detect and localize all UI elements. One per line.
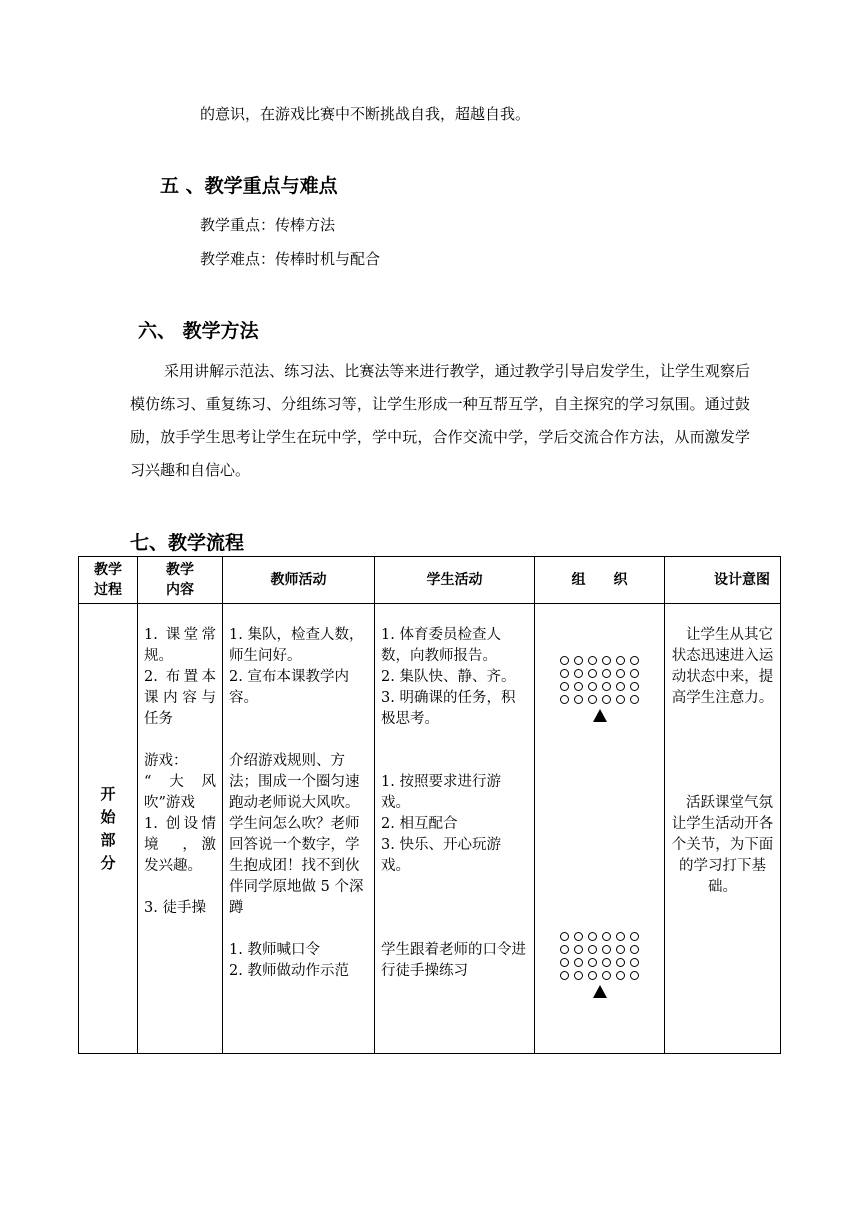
- student-circle-icon: [630, 695, 639, 704]
- student-circle-icon: [588, 971, 597, 980]
- student-circle-icon: [630, 669, 639, 678]
- student-circle-icon: [616, 695, 625, 704]
- formation-row: [535, 969, 664, 982]
- student-circle-icon: [616, 958, 625, 967]
- formation-row: [535, 956, 664, 969]
- table-row: [79, 604, 781, 1054]
- section7-heading: 七、教学流程: [130, 532, 245, 554]
- methods-paragraph: 采用讲解示范法、练习法、比赛法等来进行教学，通过教学引导启发学生，让学生观察后模仿练习、重复练习、分组练习等，让学生形成一种互帮互学，自主探究的学习氛围。通过鼓励，放手学生思考让学生在玩中学，学中玩，合作交流中学，学后交流合作方法，从而激发学习兴趣和自信心。: [130, 362, 750, 479]
- student-cell: 1. 体育委员检查人数，向教师报告。 2. 集队快、静、齐。 3. 明确课的任务，积极思考。 1. 按照要求进行游戏。 2. 相互配合 3. 快乐、开心玩游戏。 学生跟着老师的口令进行徒手操练习: [375, 604, 535, 1054]
- student-circle-icon: [616, 669, 625, 678]
- formation-row: [535, 667, 664, 680]
- teacher-cell: 1. 集队，检查人数，师生问好。 2. 宣布本课教学内容。 介绍游戏规则、方法；围成一个圈匀速跑动老师说大风吹。学生问怎么吹？老师回答说一个数字，学生抱成团！找不到伙伴同学原地做 5 个深蹲 1. 教师喊口令 2. 教师做动作示范: [223, 604, 375, 1054]
- student-circle-icon: [616, 945, 625, 954]
- student-circle-icon: [588, 958, 597, 967]
- student-circle-icon: [560, 971, 569, 980]
- student-circle-icon: [602, 669, 611, 678]
- header-student: 学生活动: [375, 557, 535, 604]
- header-intent: 设计意图: [665, 557, 781, 604]
- organization-cell: [535, 604, 665, 1054]
- student-circle-icon: [560, 932, 569, 941]
- formation-row: [535, 930, 664, 943]
- teacher-triangle-icon: [593, 985, 607, 998]
- student-circle-icon: [574, 682, 583, 691]
- student-circle-icon: [574, 971, 583, 980]
- intent-cell: 让学生从其它状态迅速进入运动状态中来，提高学生注意力。 活跃课堂气氛让学生活动开各个关节，为下面的学习打下基础。: [665, 604, 781, 1054]
- student-circle-icon: [630, 971, 639, 980]
- student-circle-icon: [574, 695, 583, 704]
- formation-diagram: [535, 654, 664, 722]
- student-circle-icon: [574, 669, 583, 678]
- formation-row: [535, 693, 664, 706]
- student-circle-icon: [560, 656, 569, 665]
- student-circle-icon: [630, 656, 639, 665]
- student-circle-icon: [588, 669, 597, 678]
- formation-row: [535, 654, 664, 667]
- formation-row: [535, 680, 664, 693]
- student-circle-icon: [602, 682, 611, 691]
- flow-table-header: [79, 557, 781, 604]
- student-circle-icon: [560, 682, 569, 691]
- student-circle-icon: [602, 971, 611, 980]
- stage-cell: 开始部分: [79, 604, 138, 1054]
- student-circle-icon: [574, 932, 583, 941]
- student-circle-icon: [560, 695, 569, 704]
- student-circle-icon: [630, 945, 639, 954]
- student-circle-icon: [588, 932, 597, 941]
- teacher-triangle-icon: [593, 709, 607, 722]
- student-circle-icon: [588, 945, 597, 954]
- student-circle-icon: [588, 695, 597, 704]
- student-circle-icon: [588, 682, 597, 691]
- header-teacher: 教师活动: [223, 557, 375, 604]
- section5-heading: 五 、教学重点与难点: [160, 175, 338, 197]
- formation-diagram: [535, 930, 664, 998]
- student-circle-icon: [616, 656, 625, 665]
- student-circle-icon: [560, 958, 569, 967]
- student-circle-icon: [574, 945, 583, 954]
- student-circle-icon: [574, 656, 583, 665]
- student-circle-icon: [560, 669, 569, 678]
- student-circle-icon: [630, 682, 639, 691]
- formation-row: [535, 943, 664, 956]
- student-circle-icon: [602, 958, 611, 967]
- key-point: 教学重点：传棒方法: [200, 216, 336, 234]
- section6-heading: 六、 教学方法: [138, 320, 259, 342]
- intro-line: 的意识，在游戏比赛中不断挑战自我，超越自我。: [200, 105, 531, 123]
- content-cell: 1. 课堂常规。 2. 布置本课内容与任务 游戏： “大风吹”游戏 1. 创设情境 ，激发兴趣。 3. 徒手操: [138, 604, 223, 1054]
- student-circle-icon: [616, 682, 625, 691]
- difficulty-point: 教学难点：传棒时机与配合: [200, 250, 381, 268]
- student-circle-icon: [602, 656, 611, 665]
- student-circle-icon: [602, 695, 611, 704]
- header-process: 教学过程: [79, 557, 138, 604]
- header-organization: 组 织: [535, 557, 665, 604]
- student-circle-icon: [560, 945, 569, 954]
- student-circle-icon: [602, 932, 611, 941]
- student-circle-icon: [574, 958, 583, 967]
- student-circle-icon: [630, 932, 639, 941]
- student-circle-icon: [616, 932, 625, 941]
- student-circle-icon: [630, 958, 639, 967]
- flow-table: [78, 556, 781, 1054]
- student-circle-icon: [616, 971, 625, 980]
- header-content: 教学内容: [138, 557, 223, 604]
- student-circle-icon: [588, 656, 597, 665]
- student-circle-icon: [602, 945, 611, 954]
